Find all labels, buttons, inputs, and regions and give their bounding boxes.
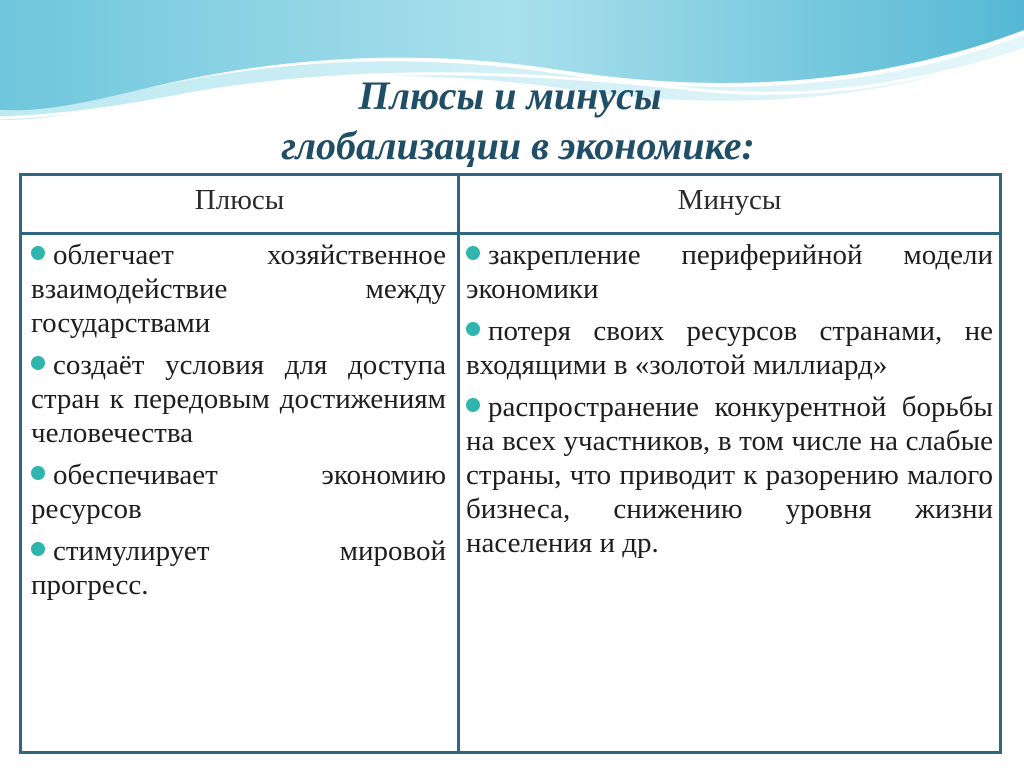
cons-item-text: потеря своих ресурсов странами, не входящими в «золотой миллиард» bbox=[466, 315, 993, 381]
bullet-icon bbox=[466, 246, 480, 260]
bullet-icon bbox=[466, 398, 480, 412]
bullet-icon bbox=[466, 322, 480, 336]
bullet-icon bbox=[31, 246, 45, 260]
pros-item-text: облегчает хозяйственное взаимодействие между государствами bbox=[31, 239, 446, 339]
header-cons: Минусы bbox=[677, 184, 782, 216]
pros-column bbox=[31, 238, 446, 610]
bullet-icon bbox=[31, 542, 45, 556]
column-divider bbox=[457, 176, 460, 751]
bullet-icon bbox=[31, 356, 45, 370]
pros-item bbox=[31, 348, 446, 450]
cons-item-text: закрепление периферийной модели экономики bbox=[466, 239, 993, 305]
pros-item-text: стимулирует мировой прогресс. bbox=[31, 535, 446, 601]
pros-item bbox=[31, 238, 446, 340]
cons-item bbox=[466, 238, 993, 306]
pros-item-text: обеспечивает экономию ресурсов bbox=[31, 459, 446, 525]
page-title-line2: глобализации в экономике: bbox=[281, 123, 755, 168]
cons-column bbox=[466, 238, 993, 568]
cons-item-text: распространение конкурентной борьбы на всех участников, в том числе на слабые страны, что приводит к разорению малого бизнеса, снижению уровня жизни населения и др. bbox=[466, 391, 993, 559]
page-title-line1: Плюсы и минусы bbox=[358, 73, 662, 118]
cons-item bbox=[466, 314, 993, 382]
pros-item bbox=[31, 458, 446, 526]
header-pros: Плюсы bbox=[194, 184, 285, 216]
bullet-icon bbox=[31, 466, 45, 480]
pros-item-text: создаёт условия для доступа стран к передовым достижениям человечества bbox=[31, 349, 446, 449]
pros-item bbox=[31, 534, 446, 602]
cons-item bbox=[466, 390, 993, 560]
header-divider bbox=[22, 232, 999, 235]
comparison-table bbox=[19, 173, 1002, 754]
